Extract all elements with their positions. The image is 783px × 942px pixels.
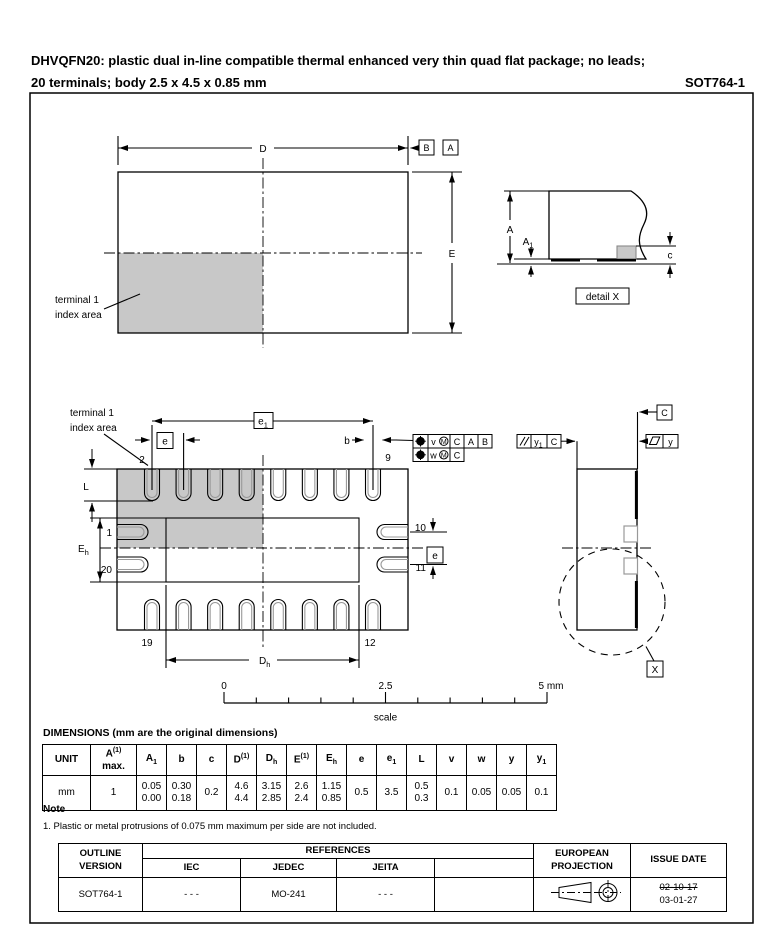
dim-label-D: D <box>259 144 267 155</box>
dim-column-header: $D_h$ <box>257 745 287 776</box>
dim-label-e-side: e <box>432 551 438 562</box>
svg-text:B: B <box>481 436 489 447</box>
position-tolerance-frame-v <box>413 435 492 449</box>
svg-text:C: C <box>453 436 461 447</box>
dim-column-header: b <box>167 745 197 776</box>
dimensions-value-row <box>43 776 557 811</box>
terminal-pad <box>179 603 189 631</box>
dim-column-header: L <box>407 745 437 776</box>
terminal-pad <box>381 527 408 537</box>
index-area-shading <box>117 469 263 548</box>
dim-label-Eh: $E_h$ <box>78 544 89 557</box>
dim-column-header: UNIT <box>43 745 91 776</box>
parallelism-tolerance-frame <box>517 435 577 470</box>
datum-label-B: B <box>423 143 430 153</box>
european-projection-header: EUROPEAN PROJECTION <box>534 844 631 878</box>
dim-value-cell: mm <box>43 776 91 811</box>
pin-label-12: 12 <box>364 638 376 649</box>
leader-line <box>646 647 654 662</box>
pin-label-20: 20 <box>100 565 112 576</box>
dim-value-cell: 3.15 2.85 <box>257 776 287 811</box>
references-header: REFERENCES <box>143 844 534 859</box>
terminal-pad <box>210 603 220 631</box>
jeita-value: - - - <box>337 878 435 912</box>
issue-date-header: ISSUE DATE <box>631 844 727 878</box>
terminal-land <box>617 246 636 259</box>
dim-column-header: $D^{(1)}$ <box>227 745 257 776</box>
terminal-pad <box>147 603 157 631</box>
dim-label-Dh: $D_h$ <box>259 656 271 669</box>
svg-text:M: M <box>440 438 447 446</box>
dim-column-header: $A^{(1)}$ max. <box>91 745 137 776</box>
dim-column-header: y <box>497 745 527 776</box>
terminal-pad <box>273 469 283 498</box>
pin-label-10: 10 <box>414 523 426 534</box>
pin-label-1: 1 <box>106 528 112 539</box>
blank-value <box>435 878 534 912</box>
terminal-land <box>624 526 638 542</box>
terminal-pad <box>336 469 346 498</box>
dim-value-cell: 2.6 2.4 <box>287 776 317 811</box>
scale-caption: scale <box>373 712 398 724</box>
dim-value-cell: 0.5 <box>347 776 377 811</box>
detail-x-ref-label: X <box>651 665 659 676</box>
dim-label-A: A <box>506 225 514 236</box>
dimensions-header-row <box>43 745 557 776</box>
dim-column-header: $E_h$ <box>317 745 347 776</box>
svg-text:w: w <box>430 450 437 461</box>
projection-symbol-cell <box>534 878 631 912</box>
first-angle-projection-icon <box>537 878 627 907</box>
issue-date-old: 02-10-17 <box>659 882 698 894</box>
dim-column-header: $E^{(1)}$ <box>287 745 317 776</box>
dim-column-header: $e_1$ <box>377 745 407 776</box>
position-tolerance-frame-w <box>413 448 464 462</box>
dim-label-c: c <box>667 250 673 262</box>
issue-date-new: 03-01-27 <box>659 894 698 906</box>
jedec-value: MO-241 <box>241 878 337 912</box>
issue-date-value <box>631 878 727 912</box>
svg-text:A: A <box>467 436 475 447</box>
outline-version-header: OUTLINE VERSION <box>59 844 143 878</box>
terminal1-index-label: index area <box>70 423 117 434</box>
scale-bar <box>221 681 563 724</box>
position-symbol-icon <box>415 450 426 461</box>
blank-header <box>435 859 534 878</box>
dim-label-e1: $e_1$ <box>258 416 268 430</box>
iec-header: IEC <box>143 859 241 878</box>
dim-value-cell: 0.5 0.3 <box>407 776 437 811</box>
dimensions-table <box>42 744 557 811</box>
dim-label-E: E <box>448 249 456 260</box>
dim-value-cell: 0.2 <box>197 776 227 811</box>
scale-ticks <box>224 692 547 703</box>
dim-label-b: b <box>344 436 350 447</box>
scale-tick-label: 2.5 <box>378 681 393 692</box>
terminal-pad <box>381 560 408 570</box>
terminal-pad <box>368 603 378 631</box>
dim-column-header: v <box>437 745 467 776</box>
dim-value-cell: 0.1 <box>527 776 557 811</box>
dim-column-header: $y_1$ <box>527 745 557 776</box>
scale-tick-label: 0 <box>221 681 227 692</box>
terminal-land <box>624 558 638 574</box>
outline-version-value: SOT764-1 <box>59 878 143 912</box>
note-item: 1. Plastic or metal protrusions of 0.075 mm maximum per side are not included. <box>43 821 377 832</box>
svg-text:y: y <box>668 436 673 447</box>
dim-value-cell: 0.05 <box>467 776 497 811</box>
dim-value-cell: 0.05 <box>497 776 527 811</box>
terminal-pad <box>242 603 252 631</box>
package-code: SOT764-1 <box>685 75 745 90</box>
position-symbol-icon <box>415 436 426 447</box>
end-view <box>559 469 665 677</box>
terminal-pad <box>305 469 315 498</box>
dim-value-cell: 4.6 4.4 <box>227 776 257 811</box>
dim-column-header: $A_1$ <box>137 745 167 776</box>
scale-tick-label: 5 mm <box>538 681 564 692</box>
terminal1-index-label: terminal 1 <box>70 408 114 419</box>
datum-label-A: A <box>447 143 454 153</box>
dim-value-cell: 3.5 <box>377 776 407 811</box>
flatness-symbol-icon <box>650 437 660 445</box>
references-table <box>58 843 727 912</box>
terminal-pad <box>336 603 346 631</box>
dim-value-cell: 0.1 <box>437 776 467 811</box>
dim-label-e: e <box>162 436 168 448</box>
note-heading: Note <box>43 804 66 815</box>
dim-value-cell: 1 <box>91 776 137 811</box>
svg-text:v: v <box>431 436 436 447</box>
parallelism-symbol-icon <box>520 437 529 446</box>
pin-label-2: 2 <box>139 455 145 466</box>
title-line1: DHVQFN20: plastic dual in-line compatible thermal enhanced very thin quad flat package; no leads; <box>31 53 646 68</box>
dim-label-L: L <box>83 482 89 493</box>
title-line2: 20 terminals; body 2.5 x 4.5 x 0.85 mm <box>31 75 267 90</box>
terminal1-index-label: index area <box>55 310 102 321</box>
svg-text:C: C <box>550 436 558 447</box>
tolerance-y1: $y_1$ <box>534 436 543 450</box>
detail-x-label: detail X <box>585 292 620 303</box>
dim-column-header: w <box>467 745 497 776</box>
pin-label-19: 19 <box>141 638 153 649</box>
dim-value-cell: 1.15 0.85 <box>317 776 347 811</box>
dim-column-header: e <box>347 745 377 776</box>
iec-value: - - - <box>143 878 241 912</box>
datum-label-C: C <box>661 408 668 418</box>
side-view <box>497 191 676 304</box>
dim-value-cell: 0.30 0.18 <box>167 776 197 811</box>
jeita-header: JEITA <box>337 859 435 878</box>
jedec-header: JEDEC <box>241 859 337 878</box>
index-area-shading <box>118 253 263 333</box>
terminal-pad <box>305 603 315 631</box>
dim-value-cell: 0.05 0.00 <box>137 776 167 811</box>
terminal-pad <box>117 560 144 570</box>
terminal1-index-label: terminal 1 <box>55 295 99 306</box>
dimensions-heading: DIMENSIONS (mm are the original dimensions) <box>43 727 278 739</box>
top-view <box>55 136 462 348</box>
svg-text:C: C <box>453 450 461 461</box>
terminal-pad <box>273 603 283 631</box>
dim-label-A1: $A_1$ <box>522 237 534 250</box>
dim-column-header: c <box>197 745 227 776</box>
svg-text:M: M <box>440 452 447 460</box>
flatness-tolerance-frame <box>640 435 679 449</box>
pin-label-9: 9 <box>385 453 391 464</box>
pin-label-11: 11 <box>415 563 426 574</box>
